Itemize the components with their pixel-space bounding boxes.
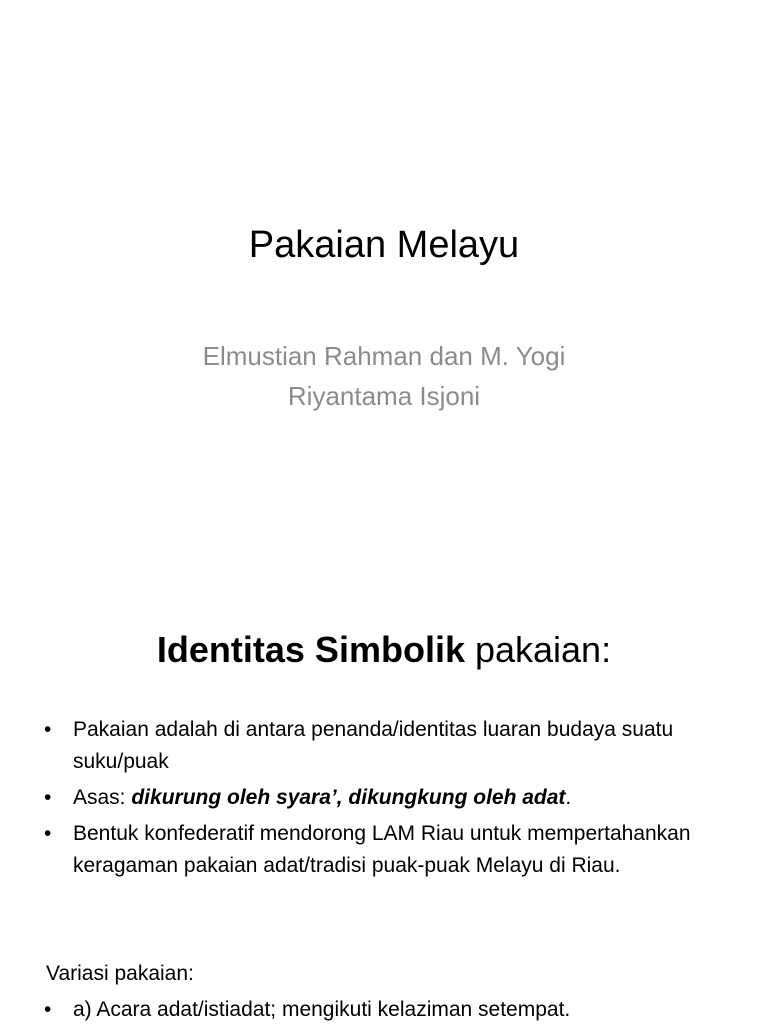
slide-heading <box>0 628 768 672</box>
variation-text: a) Acara adat/istiadat; mengikuti kelaziman setempat. <box>73 998 571 1021</box>
bullet-text: Pakaian adalah di antara penanda/identitas luaran budaya suatu suku/puak <box>73 718 674 773</box>
slide-identitas-simbolik <box>0 576 768 1024</box>
bullet-item <box>44 818 704 882</box>
variation-list <box>44 994 724 1026</box>
bullet-item <box>44 714 704 778</box>
presentation-authors <box>0 336 768 416</box>
bullet-dot: • <box>44 718 52 741</box>
bullet-dot: • <box>44 822 52 845</box>
bullet-emphasis: dikurung oleh syara’, dikungkung oleh adat <box>131 786 566 809</box>
bullet-suffix: . <box>565 786 572 809</box>
bullet-item <box>44 782 704 814</box>
slide-heading-bold: Identitas Simbolik <box>156 629 465 670</box>
slide-heading-rest: pakaian: <box>464 629 612 670</box>
authors-line-2: Riyantama Isjoni <box>287 381 481 411</box>
authors-line-1: Elmustian Rahman dan M. Yogi <box>202 341 566 371</box>
bullet-list <box>44 714 704 886</box>
bullet-prefix: Asas: <box>73 786 132 809</box>
variation-item <box>44 994 724 1026</box>
variation-label: Variasi pakaian: <box>46 962 194 985</box>
presentation-title: Pakaian Melayu <box>248 224 520 266</box>
bullet-text: Bentuk konfederatif mendorong LAM Riau untuk mempertahankan keragaman pakaian adat/tradisi puak-puak Melayu di Riau. <box>73 822 691 877</box>
bullet-dot: • <box>44 998 52 1021</box>
bullet-dot: • <box>44 786 52 809</box>
